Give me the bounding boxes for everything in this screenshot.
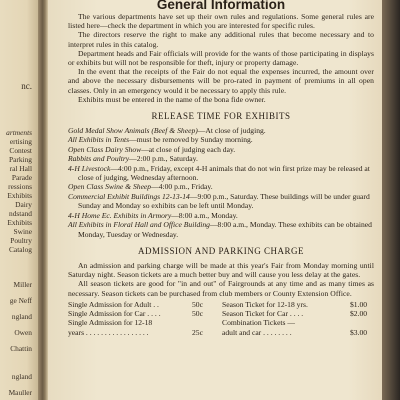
left-page-text: Swine [13,227,32,236]
left-page-text: ngland [11,312,32,321]
paragraph: Department heads and Fair officials will provide for the wants of those participating in displays or exhibits but will not be responsible for theft, injury or property damage. [68,48,374,68]
left-page-text: nc. [21,81,32,91]
left-page-text: artments [6,128,32,137]
left-page-text: ertising [9,137,32,146]
book-gutter [38,0,48,400]
release-item-text: —8:00 a.m., Monday. [171,210,238,220]
fee-label: Single Admission for Adult . . [68,299,159,309]
fee-table [68,300,374,340]
left-page-text: Contest [9,146,32,155]
release-item [68,126,374,135]
left-page-text: Parade [11,173,32,182]
left-page-text: Parking [9,155,32,164]
fee-column-single [68,300,213,337]
fee-row [68,309,213,318]
fee-label: adult and car . . . . . . . . [222,327,292,337]
release-list [68,126,374,239]
fee-row [68,300,213,309]
fee-label: Single Admission for Car . . . . [68,309,161,319]
release-item-label: Gold Medal Show Animals (Beef & Sheep) [68,126,198,136]
fee-row [68,328,213,337]
left-page-text: Exhibits [7,218,32,227]
left-page-text: ndstand [9,209,32,218]
release-item [68,192,374,211]
release-item-label: 4-H Home Ec. Exhibits in Armory [68,210,172,220]
release-item-text: —8:00 a.m., Monday. These exhibits can be obtained Monday, Tuesday or Wednesday. [78,220,372,239]
release-heading: RELEASE TIME FOR EXHIBITS [151,111,291,122]
admission-paragraph: All season tickets are good for "in and out" of Fairgrounds at any time and as many times as necessary. Season tickets can be purchased from club members or County Extension Office. [68,279,374,298]
fee-row [222,300,374,309]
left-page-text: ge Neff [9,296,32,305]
release-item-text: —4:00 p.m., Friday, except 4-H animals that do not win first prize may be released at close of judging, Wednesday afternoon. [78,163,370,183]
fee-row [222,328,374,337]
fee-row [222,318,374,327]
paragraph: The various departments have set up their own rules and regulations. Some general rules are listed here—check the department in which you are interested for specific rules. [68,12,374,31]
release-item [68,154,374,163]
release-item-label: Open Class Dairy Show [68,144,142,154]
fee-label: Single Admission for 12-18 [68,318,153,328]
release-item [68,182,374,191]
release-item-label: 4-H Livestock [68,163,111,173]
fee-price: 50c [192,299,203,309]
fee-row [222,309,374,318]
right-page [48,0,382,400]
release-item-text: —must be removed by Sunday morning. [129,135,253,145]
fee-label: Season Ticket for 12-18 yrs. [222,299,308,309]
paragraph: The directors reserve the right to make any additional rules that become necessary and to interpret rules in this catalog. [68,30,374,49]
admission-paragraph: An admission and parking charge will be made at this year's Fair from Monday morning until Saturday night. Season tickets are a much better buy and will cause you less delay at the gates. [68,260,374,280]
left-page-text: Miller [13,280,32,289]
release-item [68,145,374,154]
fee-label: Season Ticket for Car . . . . [222,309,304,319]
release-item [68,211,374,220]
left-page-text: Catalog [9,245,32,254]
page-edge-shadow [382,0,400,400]
release-item-label: Rabbits and Poultry [68,154,130,164]
fee-price: $1.00 [350,299,368,309]
release-item [68,220,374,239]
left-page-text: Owen [14,328,32,337]
release-item-label: Commercial Exhibit Buildings 12-13-14 [68,191,190,201]
release-item-label: All Exhibits in Tents [68,135,130,145]
left-page-text: Mauller [8,388,32,397]
release-item-label: Open Class Swine & Sheep [68,182,152,192]
page-content [68,0,374,340]
release-item-text: —at close of judging each day. [141,144,236,154]
left-page-text: Exhibits [7,191,32,200]
release-item-text: —At close of judging. [197,126,266,136]
fee-price: $3.00 [350,327,368,337]
left-page-text: Dairy [15,200,32,209]
fee-column-season [222,300,374,337]
fee-price: 25c [192,327,203,337]
left-page-text: Chattin [10,344,32,353]
left-page [0,0,38,400]
release-item-label: All Exhibits in Floral Hall and Office Building [68,220,210,230]
left-page-text: ral Hall [9,164,32,173]
admission-heading: ADMISSION AND PARKING CHARGE [138,245,304,256]
paragraph: Exhibits must be entered in the name of the bona fide owner. [78,94,266,104]
release-item-text: —9:00 p.m., Saturday. These buildings will be under guard Sunday and Monday so exhibits can be left until Monday. [78,191,370,211]
fee-label: years . . . . . . . . . . . . . . . . . [68,327,149,337]
left-page-text: ngland [11,372,32,381]
release-item [68,135,374,144]
general-rules [68,12,374,104]
fee-label: Combination Tickets — [222,318,295,328]
release-item-text: —2:00 p.m., Saturday. [129,154,198,164]
left-page-text: Poultry [10,236,32,245]
release-item [68,164,374,183]
left-page-text: ressions [8,182,32,191]
paragraph: In the event that the receipts of the Fair do not equal the expenses incurred, the amount over and above the necessary disbursements will be pro-rated in payment of premiums in all open classes. Only in an emergency would it be necessary to apply this rule. [68,67,374,95]
page-title: General Information [156,0,286,12]
fee-row [68,318,213,327]
release-item-text: —4:00 p.m., Friday. [151,182,213,192]
fee-price: 50c [192,309,203,319]
fee-price: $2.00 [350,309,368,319]
